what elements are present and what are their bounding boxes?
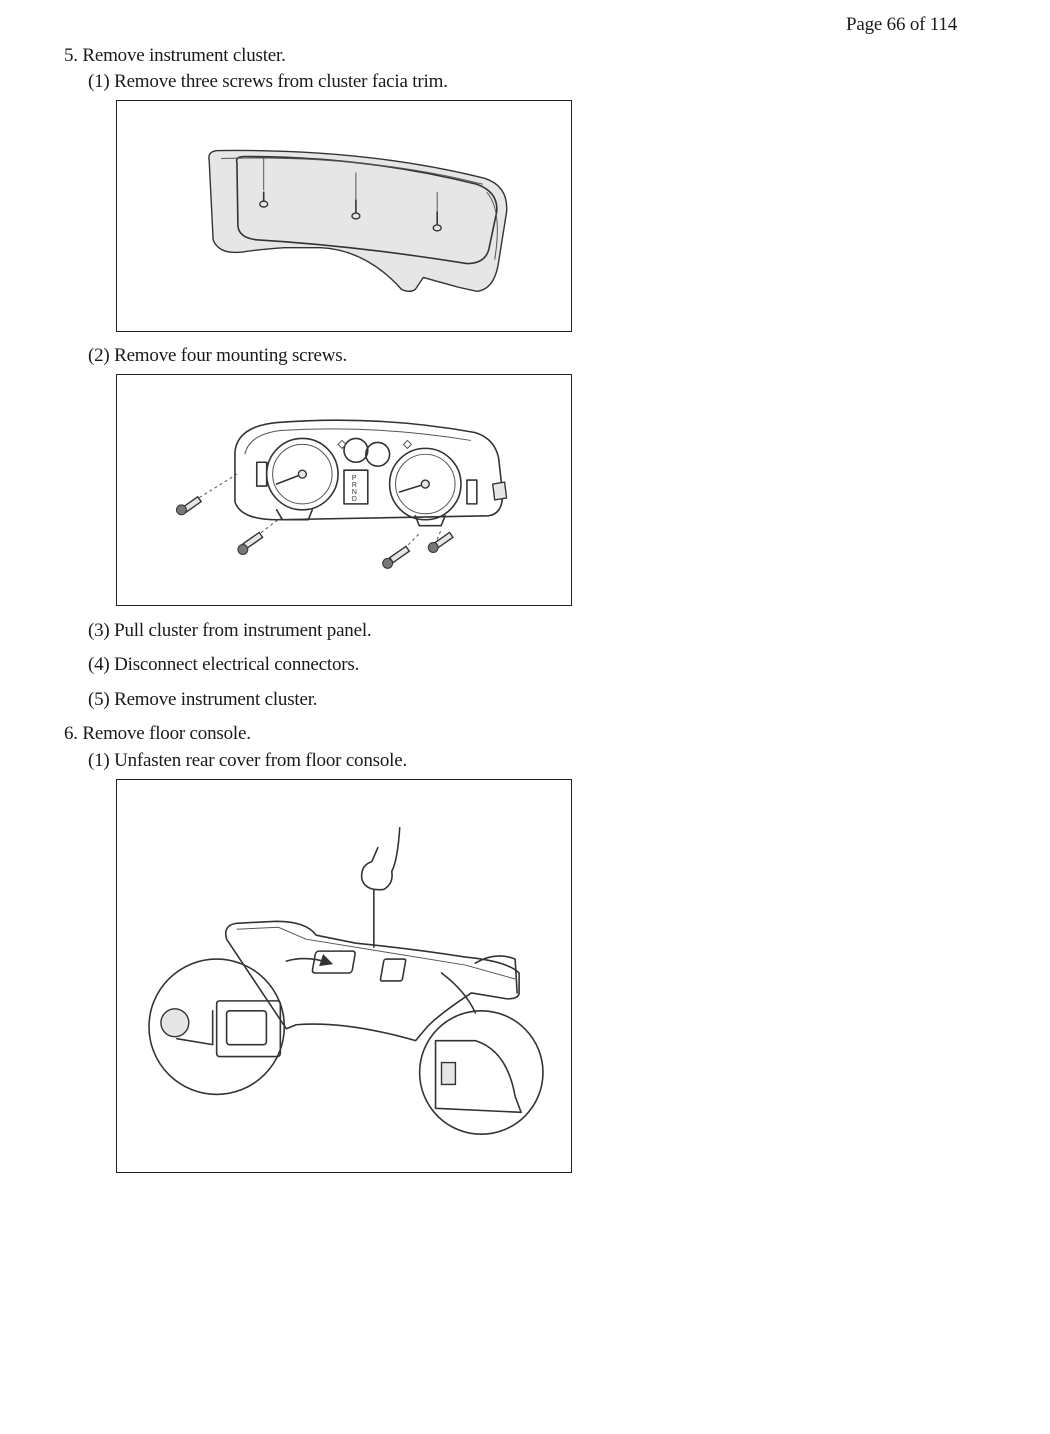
step-5-5: (5) Remove instrument cluster. [88, 689, 318, 710]
step-5-1: (1) Remove three screws from cluster facia trim. [88, 71, 448, 92]
detail-circle-left [149, 959, 330, 1095]
screw-4 [428, 530, 453, 553]
hand-with-screwdriver [362, 828, 400, 947]
screw-2 [238, 518, 281, 555]
figure-facia-trim [116, 100, 572, 332]
page-number: Page 66 of 114 [846, 14, 958, 35]
step-5-heading: 5. Remove instrument cluster. [64, 45, 286, 66]
step-5-4: (4) Disconnect electrical connectors. [88, 654, 360, 675]
screw-1 [176, 474, 236, 515]
gauge-letter-n: N [351, 488, 357, 496]
step-5-2: (2) Remove four mounting screws. [88, 345, 348, 366]
gauge-letter-d: D [351, 495, 357, 503]
figure-mounting-screws [116, 374, 572, 606]
step-6-heading: 6. Remove floor console. [64, 723, 251, 744]
step-5-3: (3) Pull cluster from instrument panel. [88, 620, 372, 641]
gauge-letter-r: R [351, 482, 357, 490]
detail-circle-right [420, 973, 543, 1134]
step-6-1: (1) Unfasten rear cover from floor console. [88, 750, 408, 771]
floor-console-illustration [117, 780, 571, 1172]
facia-trim-illustration [117, 101, 571, 331]
cluster-illustration [117, 375, 571, 605]
screw-3 [383, 534, 420, 569]
gauge-letter-p: P [351, 475, 357, 483]
figure-floor-console [116, 779, 572, 1173]
